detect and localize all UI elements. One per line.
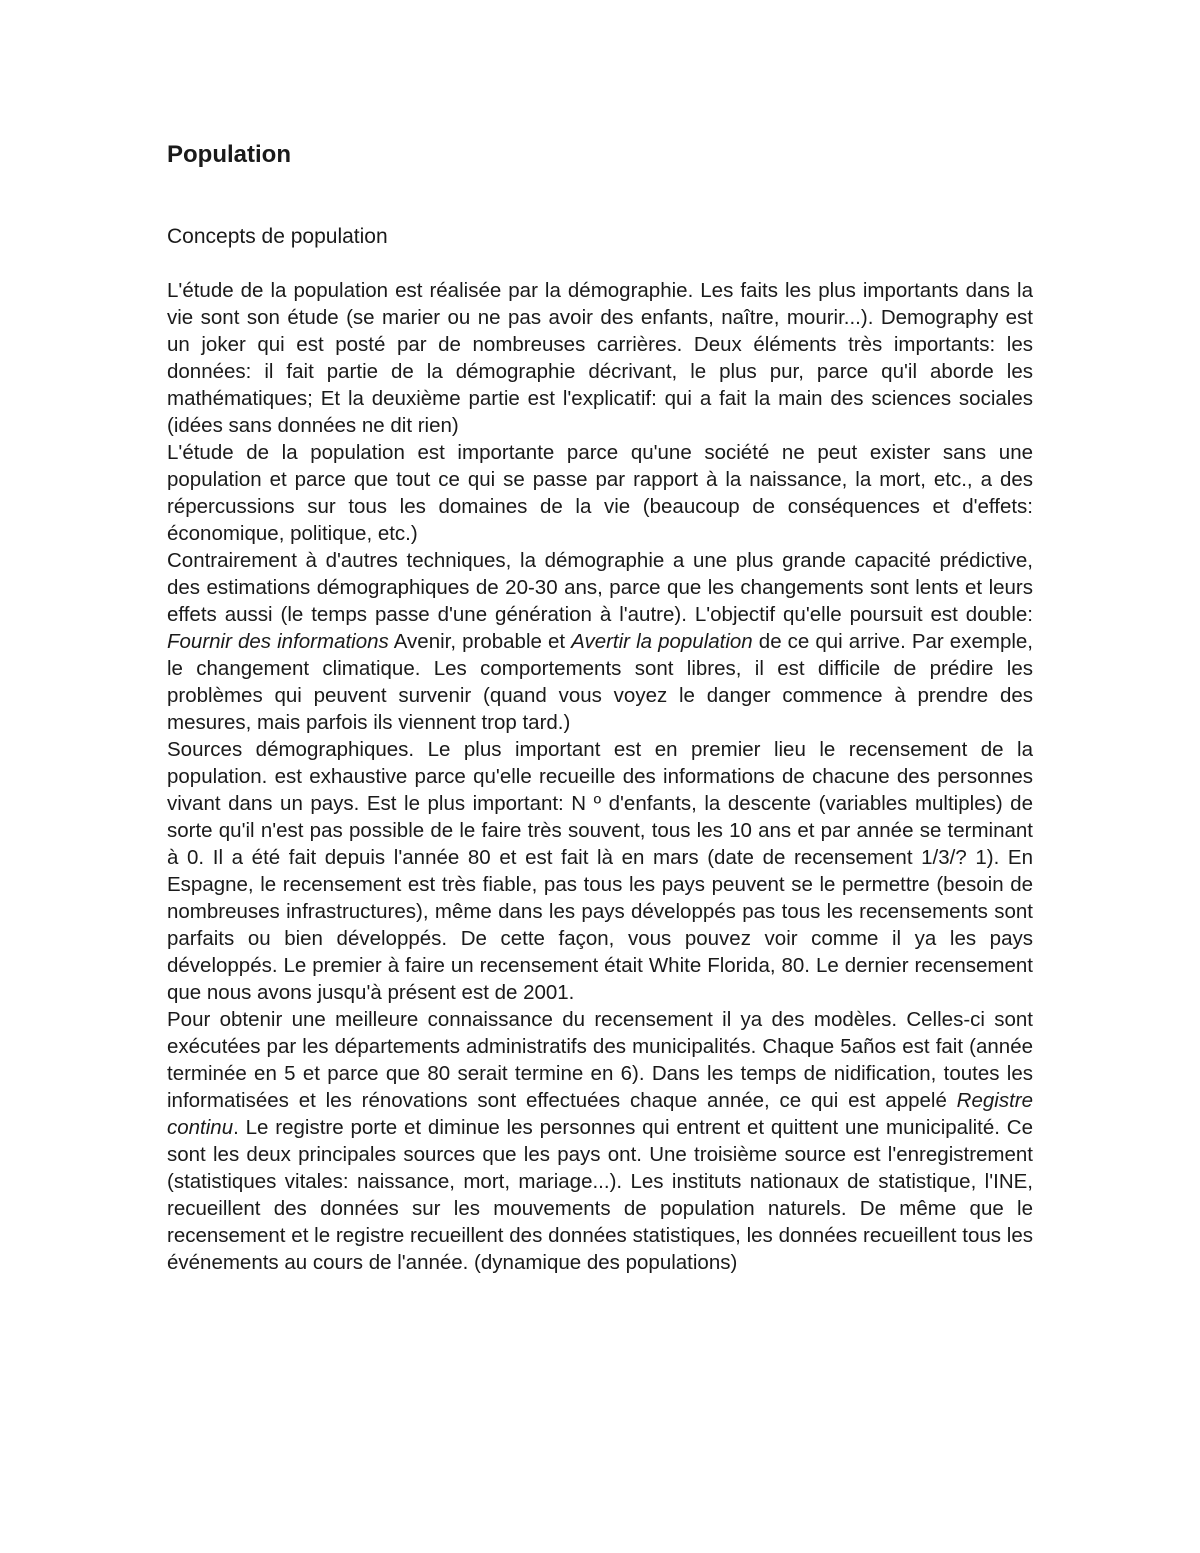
paragraph-2 (167, 439, 1033, 547)
emphasis-registre: Registre continu (167, 1089, 1033, 1139)
emphasis-avertir: Avertir la population (571, 630, 753, 653)
paragraph-1 (167, 277, 1033, 439)
paragraph-text: Sources démographiques. Le plus important est en premier lieu le recensement de la population. est exhaustive parce qu'elle recueille des informations de chacune des personnes vivant dans un pays. Est le plus important: N º d'enfants, la descente (variables multiples) de sorte qu'il n'est pas possible de le faire très souvent, tous les 10 ans et par année se terminant à 0. Il a été fait depuis l'année 80 et est fait là en mars (date de recensement 1/3/? 1). En Espagne, le recensement est très fiable, pas tous les pays peuvent se le permettre (besoin de nombreuses infrastructures), même dans les pays développés pas tous les recensements sont parfaits ou bien développés. De cette façon, vous pouvez voir comme il ya les pays développés. Le premier à faire un recensement était White Florida, 80. Le dernier recensement que nous avons jusqu'à présent est de 2001. (167, 738, 1033, 1004)
paragraph-text: . Le registre porte et diminue les personnes qui entrent et quittent une municipalité. Ce sont les deux principales sources que les pays ont. Une troisième source est l'enregistrement (statistiques vitales: naissance, mort, mariage...). Les instituts nationaux de statistique, l'INE, recueillent des données sur les mouvements de population naturels. De même que le recensement et le registre recueillent des données statistiques, les données recueillent tous les événements au cours de l'année. (dynamique des populations) (167, 1116, 1033, 1274)
page-title: Population (167, 141, 291, 168)
document-body (167, 277, 1033, 1276)
paragraph-text: L'étude de la population est réalisée par la démographie. Les faits les plus importants dans la vie sont son étude (se marier ou ne pas avoir des enfants, naître, mourir...). Demography est un joker qui est posté par de nombreuses carrières. Deux éléments très importants: les données: il fait partie de la démographie décrivant, le plus pur, parce qu'il aborde les mathématiques; Et la deuxième partie est l'explicatif: qui a fait la main des sciences sociales (idées sans données ne dit rien) (167, 279, 1033, 437)
paragraph-text: de ce qui arrive. Par exemple, le changement climatique. Les comportements sont libres, il est difficile de prédire les problèmes qui peuvent survenir (quand vous voyez le danger commence à prendre des mesures, mais parfois ils viennent trop tard.) (167, 630, 1033, 734)
paragraph-4 (167, 736, 1033, 1006)
paragraph-5 (167, 1006, 1033, 1276)
paragraph-3 (167, 547, 1033, 736)
section-subtitle: Concepts de population (167, 225, 388, 248)
paragraph-text: Pour obtenir une meilleure connaissance du recensement il ya des modèles. Celles-ci sont exécutées par les départements administratifs des municipalités. Chaque 5años est fait (année terminée en 5 et parce que 80 serait termine en 6). Dans les temps de nidification, toutes les informatisées et les rénovations sont effectuées chaque année, ce qui est appelé (167, 1008, 1033, 1112)
paragraph-text: Contrairement à d'autres techniques, la démographie a une plus grande capacité prédictive, des estimations démographiques de 20-30 ans, parce que les changements sont lents et leurs effets aussi (le temps passe d'une génération à l'autre). L'objectif qu'elle poursuit est double: (167, 549, 1033, 626)
paragraph-text: L'étude de la population est importante parce qu'une société ne peut exister sans une population et parce que tout ce qui se passe par rapport à la naissance, la mort, etc., a des répercussions sur tous les domaines de la vie (beaucoup de conséquences et d'effets: économique, politique, etc.) (167, 441, 1033, 545)
emphasis-fournir: Fournir des informations (167, 630, 389, 653)
paragraph-text: Avenir, probable et (388, 630, 572, 653)
